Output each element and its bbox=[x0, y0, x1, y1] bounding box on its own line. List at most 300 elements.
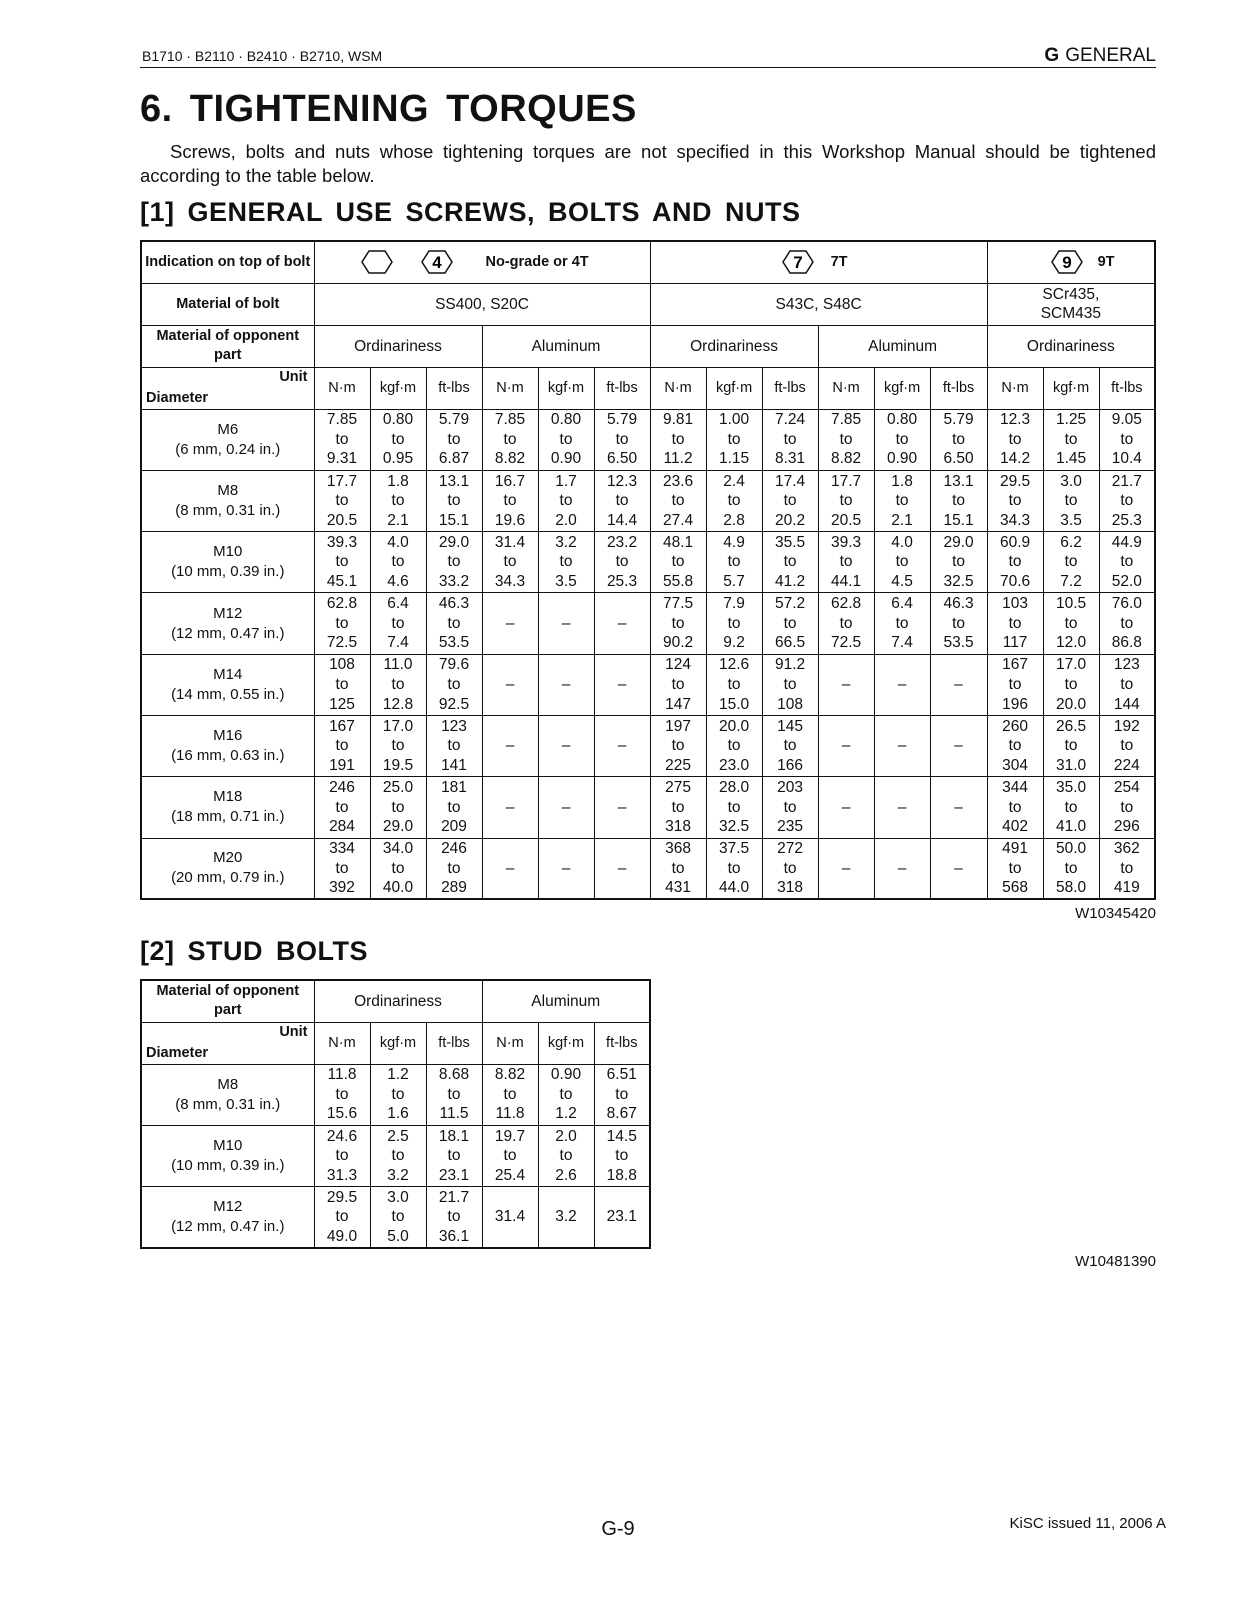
torque-min: 167 bbox=[1002, 656, 1029, 674]
torque-min: 6.51 bbox=[606, 1066, 637, 1084]
torque-cell bbox=[426, 593, 482, 654]
torque-cell bbox=[482, 715, 538, 776]
bolt-size: M12 bbox=[213, 604, 243, 622]
intro-paragraph: Screws, bolts and nuts whose tightening torques are not specified in this Workshop Manual should be tightened according to the table below. bbox=[140, 141, 1156, 186]
torque-min: 46.3 bbox=[438, 595, 470, 613]
table-row bbox=[141, 470, 1155, 531]
torque-cell bbox=[930, 654, 987, 715]
torque-cell bbox=[706, 715, 762, 776]
torque-cell bbox=[594, 593, 650, 654]
range-word: to bbox=[1008, 492, 1022, 510]
torque-max: 14.4 bbox=[606, 511, 638, 529]
torque-max: 33.2 bbox=[438, 573, 470, 591]
torque-min: 344 bbox=[1002, 779, 1029, 797]
torque-min: 1.00 bbox=[718, 411, 750, 429]
torque-cell bbox=[650, 654, 706, 715]
torque-max: 25.3 bbox=[1111, 511, 1142, 529]
torque-max: 4.5 bbox=[891, 573, 913, 591]
range-word: to bbox=[1120, 676, 1134, 694]
not-applicable: – bbox=[617, 676, 627, 694]
range-word: to bbox=[839, 614, 853, 632]
bolt-dimension: (16 mm, 0.63 in.) bbox=[171, 747, 285, 765]
torque-min: 1.8 bbox=[387, 472, 409, 490]
torque-min: 62.8 bbox=[326, 595, 358, 613]
torque-cell bbox=[818, 470, 874, 531]
torque-min: 12.3 bbox=[999, 411, 1031, 429]
torque-max: 1.6 bbox=[387, 1105, 409, 1123]
not-applicable: – bbox=[617, 798, 627, 816]
torque-max: 3.5 bbox=[1060, 511, 1082, 529]
torque-cell bbox=[1043, 532, 1099, 593]
torque-cell bbox=[987, 593, 1043, 654]
torque-min: 12.3 bbox=[606, 472, 638, 490]
torque-min: 103 bbox=[1002, 595, 1029, 613]
torque-value: 23.1 bbox=[606, 1208, 637, 1226]
torque-min: 275 bbox=[665, 779, 691, 797]
torque-max: 147 bbox=[665, 695, 691, 713]
stud-unit-label: Unit bbox=[279, 1023, 308, 1040]
torque-min: 1.7 bbox=[555, 472, 577, 490]
torque-cell bbox=[370, 654, 426, 715]
torque-min: 19.7 bbox=[494, 1127, 526, 1145]
torque-cell bbox=[1099, 838, 1155, 899]
torque-min: 17.4 bbox=[774, 472, 806, 490]
opponent-7t-ordinariness: Ordinariness bbox=[650, 325, 818, 367]
torque-min: 62.8 bbox=[830, 595, 862, 613]
range-word: to bbox=[952, 553, 966, 571]
range-word: to bbox=[391, 1208, 405, 1226]
torque-min: 91.2 bbox=[774, 656, 806, 674]
torque-max: 5.0 bbox=[387, 1227, 409, 1245]
torque-cell bbox=[538, 1064, 594, 1125]
torque-cell bbox=[874, 470, 930, 531]
diameter-cell bbox=[141, 654, 314, 715]
range-word: to bbox=[391, 430, 405, 448]
bolt-size: M6 bbox=[217, 420, 239, 438]
torque-max: 8.31 bbox=[774, 450, 806, 468]
torque-max: 12.0 bbox=[1055, 634, 1087, 652]
torque-cell bbox=[314, 1187, 370, 1248]
range-word: to bbox=[615, 492, 629, 510]
torque-max: 141 bbox=[441, 756, 467, 774]
torque-cell bbox=[930, 838, 987, 899]
range-word: to bbox=[335, 1208, 349, 1226]
bolt-size: M16 bbox=[213, 727, 243, 745]
unit-header-cell: ft-lbs bbox=[426, 367, 482, 409]
torque-max: 53.5 bbox=[943, 634, 974, 652]
torque-min: 29.0 bbox=[438, 533, 470, 551]
torque-max: 1.15 bbox=[718, 450, 750, 468]
torque-min: 7.85 bbox=[326, 411, 358, 429]
torque-min: 1.25 bbox=[1055, 411, 1087, 429]
header-divider bbox=[140, 67, 1156, 68]
torque-cell bbox=[930, 593, 987, 654]
opponent-label: Material of opponent part bbox=[141, 325, 314, 367]
torque-cell bbox=[874, 777, 930, 838]
torque-cell bbox=[762, 532, 818, 593]
unit-header-cell: kgf·m bbox=[538, 367, 594, 409]
not-applicable: – bbox=[505, 737, 515, 755]
torque-cell bbox=[1099, 470, 1155, 531]
range-word: to bbox=[727, 859, 741, 877]
unit-header-cell: N·m bbox=[314, 1022, 370, 1064]
torque-max: 31.3 bbox=[326, 1166, 358, 1184]
material-7t: S43C, S48C bbox=[650, 283, 987, 325]
torque-cell bbox=[1043, 470, 1099, 531]
range-word: to bbox=[1120, 859, 1134, 877]
range-word: to bbox=[503, 430, 517, 448]
torque-cell bbox=[1099, 593, 1155, 654]
torque-max: 196 bbox=[1002, 695, 1029, 713]
torque-cell bbox=[314, 777, 370, 838]
torque-cell bbox=[594, 654, 650, 715]
torque-min: 21.7 bbox=[438, 1188, 470, 1206]
range-word: to bbox=[447, 430, 461, 448]
torque-max: 1.45 bbox=[1055, 450, 1087, 468]
range-word: to bbox=[783, 553, 797, 571]
torque-min: 5.79 bbox=[438, 411, 470, 429]
torque-min: 23.6 bbox=[662, 472, 694, 490]
range-word: to bbox=[671, 798, 685, 816]
torque-min: 254 bbox=[1113, 779, 1140, 797]
torque-max: 2.8 bbox=[723, 511, 745, 529]
torque-max: 27.4 bbox=[662, 511, 694, 529]
grade-9t-cell bbox=[987, 241, 1155, 283]
torque-max: 431 bbox=[665, 879, 691, 897]
diameter-cell bbox=[141, 777, 314, 838]
torque-min: 4.0 bbox=[387, 533, 409, 551]
page-title: 6. TIGHTENING TORQUES bbox=[140, 88, 637, 130]
table-row bbox=[141, 1187, 650, 1248]
torque-min: 5.79 bbox=[606, 411, 638, 429]
torque-min: 167 bbox=[329, 717, 355, 735]
torque-cell bbox=[706, 532, 762, 593]
diameter-cell bbox=[141, 470, 314, 531]
bolt-size: M12 bbox=[213, 1197, 243, 1215]
torque-min: 334 bbox=[329, 840, 355, 858]
torque-max: 49.0 bbox=[326, 1227, 358, 1245]
range-word: to bbox=[671, 430, 685, 448]
range-word: to bbox=[952, 492, 966, 510]
hex-mark-9: 9 bbox=[1061, 253, 1072, 273]
torque-max: 18.8 bbox=[606, 1166, 637, 1184]
torque-max: 15.1 bbox=[943, 511, 974, 529]
torque-min: 6.2 bbox=[1060, 533, 1082, 551]
torque-min: 8.68 bbox=[438, 1066, 470, 1084]
range-word: to bbox=[727, 492, 741, 510]
torque-max: 25.3 bbox=[606, 573, 638, 591]
torque-cell bbox=[1099, 409, 1155, 470]
range-word: to bbox=[1008, 676, 1022, 694]
torque-max: 166 bbox=[777, 756, 803, 774]
range-word: to bbox=[1064, 430, 1078, 448]
table-row bbox=[141, 593, 1155, 654]
torque-max: 419 bbox=[1113, 879, 1140, 897]
torque-cell bbox=[987, 777, 1043, 838]
range-word: to bbox=[1064, 859, 1078, 877]
not-applicable: – bbox=[897, 859, 907, 877]
range-word: to bbox=[335, 1085, 349, 1103]
torque-cell bbox=[482, 777, 538, 838]
torque-max: 55.8 bbox=[662, 573, 694, 591]
range-word: to bbox=[503, 1085, 517, 1103]
range-word: to bbox=[895, 614, 909, 632]
torque-min: 7.85 bbox=[830, 411, 862, 429]
torque-max: 44.0 bbox=[718, 879, 750, 897]
unit-header-cell: kgf·m bbox=[874, 367, 930, 409]
torque-min: 7.85 bbox=[494, 411, 526, 429]
torque-cell bbox=[762, 409, 818, 470]
range-word: to bbox=[1120, 553, 1134, 571]
torque-cell bbox=[874, 654, 930, 715]
not-applicable: – bbox=[954, 676, 963, 694]
stud-opponent-aluminum: Aluminum bbox=[482, 980, 650, 1022]
torque-cell bbox=[538, 654, 594, 715]
torque-cell bbox=[818, 593, 874, 654]
range-word: to bbox=[1120, 430, 1134, 448]
torque-min: 5.79 bbox=[943, 411, 974, 429]
torque-cell bbox=[538, 532, 594, 593]
bolt-size: M8 bbox=[217, 1075, 239, 1093]
torque-cell bbox=[594, 1187, 650, 1248]
hex-mark-4: 4 bbox=[431, 253, 442, 273]
torque-cell bbox=[314, 470, 370, 531]
range-word: to bbox=[727, 676, 741, 694]
hexagon-7-icon bbox=[781, 249, 815, 275]
torque-min: 3.2 bbox=[555, 533, 577, 551]
diameter-label: Diameter bbox=[146, 389, 209, 406]
torque-cell bbox=[538, 470, 594, 531]
torque-cell bbox=[818, 777, 874, 838]
torque-min: 50.0 bbox=[1055, 840, 1087, 858]
torque-cell bbox=[482, 470, 538, 531]
not-applicable: – bbox=[617, 614, 627, 632]
torque-min: 2.5 bbox=[387, 1127, 409, 1145]
torque-max: 41.2 bbox=[774, 573, 806, 591]
diameter-cell bbox=[141, 715, 314, 776]
not-applicable: – bbox=[561, 737, 571, 755]
torque-min: 18.1 bbox=[438, 1127, 470, 1145]
torque-min: 0.90 bbox=[550, 1066, 582, 1084]
torque-min: 6.4 bbox=[891, 595, 913, 613]
torque-cell bbox=[482, 654, 538, 715]
torque-min: 29.5 bbox=[326, 1188, 358, 1206]
diameter-cell bbox=[141, 838, 314, 899]
torque-cell bbox=[426, 838, 482, 899]
range-word: to bbox=[783, 859, 797, 877]
torque-max: 32.5 bbox=[943, 573, 974, 591]
issue-note: KiSC issued 11, 2006 A bbox=[1009, 1515, 1166, 1532]
material-bolt-label: Material of bolt bbox=[141, 283, 314, 325]
stud-table-code: W10481390 bbox=[1075, 1253, 1156, 1270]
torque-cell bbox=[594, 409, 650, 470]
range-word: to bbox=[727, 798, 741, 816]
range-word: to bbox=[671, 553, 685, 571]
torque-cell bbox=[426, 1064, 482, 1125]
torque-max: 92.5 bbox=[438, 695, 470, 713]
unit-diameter-header bbox=[141, 367, 314, 409]
torque-cell bbox=[594, 777, 650, 838]
torque-cell bbox=[706, 777, 762, 838]
torque-cell bbox=[314, 409, 370, 470]
bolt-size: M10 bbox=[213, 543, 243, 561]
torque-min: 46.3 bbox=[943, 595, 974, 613]
torque-cell bbox=[426, 654, 482, 715]
range-word: to bbox=[391, 859, 405, 877]
unit-header-cell: ft-lbs bbox=[594, 367, 650, 409]
torque-min: 362 bbox=[1113, 840, 1140, 858]
unit-header-cell: kgf·m bbox=[706, 367, 762, 409]
range-word: to bbox=[952, 614, 966, 632]
torque-max: 4.6 bbox=[387, 573, 409, 591]
range-word: to bbox=[335, 553, 349, 571]
range-word: to bbox=[615, 430, 629, 448]
torque-max: 32.5 bbox=[718, 818, 750, 836]
bolt-dimension: (18 mm, 0.71 in.) bbox=[171, 808, 285, 826]
range-word: to bbox=[783, 737, 797, 755]
torque-cell bbox=[1099, 715, 1155, 776]
torque-min: 29.5 bbox=[999, 472, 1031, 490]
torque-cell bbox=[1043, 593, 1099, 654]
range-word: to bbox=[559, 492, 573, 510]
torque-max: 72.5 bbox=[830, 634, 862, 652]
range-word: to bbox=[335, 1147, 349, 1165]
torque-max: 2.1 bbox=[891, 511, 913, 529]
torque-min: 197 bbox=[665, 717, 691, 735]
torque-max: 318 bbox=[665, 818, 691, 836]
range-word: to bbox=[783, 676, 797, 694]
torque-max: 29.0 bbox=[382, 818, 414, 836]
range-word: to bbox=[503, 553, 517, 571]
torque-max: 52.0 bbox=[1111, 573, 1142, 591]
torque-cell bbox=[370, 715, 426, 776]
torque-max: 9.31 bbox=[326, 450, 358, 468]
torque-min: 25.0 bbox=[382, 779, 414, 797]
torque-cell bbox=[650, 470, 706, 531]
manual-model-header: B1710 · B2110 · B2410 · B2710, WSM bbox=[142, 48, 383, 64]
torque-cell bbox=[1043, 777, 1099, 838]
hex-mark-7: 7 bbox=[792, 253, 803, 273]
grade-7t-label: 7T bbox=[830, 254, 848, 271]
torque-min: 9.81 bbox=[662, 411, 694, 429]
opponent-7t-aluminum: Aluminum bbox=[818, 325, 987, 367]
torque-max: 2.1 bbox=[387, 511, 409, 529]
table-row bbox=[141, 838, 1155, 899]
torque-max: 117 bbox=[1002, 634, 1028, 652]
range-word: to bbox=[559, 430, 573, 448]
range-word: to bbox=[1008, 614, 1022, 632]
torque-min: 0.80 bbox=[382, 411, 414, 429]
not-applicable: – bbox=[561, 798, 571, 816]
torque-min: 0.80 bbox=[886, 411, 918, 429]
table-row bbox=[141, 1064, 650, 1125]
unit-header-cell: N·m bbox=[650, 367, 706, 409]
torque-max: 568 bbox=[1002, 879, 1029, 897]
torque-max: 20.5 bbox=[326, 511, 358, 529]
range-word: to bbox=[671, 492, 685, 510]
bolt-dimension: (8 mm, 0.31 in.) bbox=[175, 1095, 281, 1113]
torque-min: 6.4 bbox=[387, 595, 409, 613]
general-torque-table bbox=[140, 240, 1156, 900]
range-word: to bbox=[391, 614, 405, 632]
torque-min: 35.5 bbox=[774, 533, 806, 551]
torque-min: 246 bbox=[329, 779, 355, 797]
torque-cell bbox=[370, 1187, 426, 1248]
torque-max: 2.6 bbox=[555, 1166, 577, 1184]
material-4t: SS400, S20C bbox=[314, 283, 650, 325]
torque-max: 90.2 bbox=[662, 634, 694, 652]
torque-min: 12.6 bbox=[718, 656, 750, 674]
torque-max: 318 bbox=[777, 879, 803, 897]
unit-header-cell: N·m bbox=[482, 367, 538, 409]
torque-max: 289 bbox=[441, 879, 467, 897]
not-applicable: – bbox=[505, 676, 515, 694]
range-word: to bbox=[671, 614, 685, 632]
torque-min: 13.1 bbox=[438, 472, 470, 490]
not-applicable: – bbox=[954, 859, 963, 877]
torque-max: 40.0 bbox=[382, 879, 414, 897]
range-word: to bbox=[783, 492, 797, 510]
torque-min: 21.7 bbox=[1111, 472, 1142, 490]
torque-max: 7.4 bbox=[387, 634, 409, 652]
torque-max: 392 bbox=[329, 879, 355, 897]
torque-min: 145 bbox=[777, 717, 803, 735]
torque-cell bbox=[538, 593, 594, 654]
torque-cell bbox=[426, 777, 482, 838]
torque-cell bbox=[538, 715, 594, 776]
range-word: to bbox=[839, 553, 853, 571]
page-number: G-9 bbox=[601, 1518, 635, 1540]
torque-min: 1.2 bbox=[387, 1066, 409, 1084]
range-word: to bbox=[1008, 430, 1022, 448]
diameter-cell bbox=[141, 532, 314, 593]
torque-cell bbox=[314, 1064, 370, 1125]
bolt-dimension: (8 mm, 0.31 in.) bbox=[175, 501, 281, 519]
general-bolts-title: [1] GENERAL USE SCREWS, BOLTS AND NUTS bbox=[140, 197, 801, 227]
torque-min: 2.0 bbox=[555, 1127, 577, 1145]
torque-cell bbox=[1043, 715, 1099, 776]
torque-cell bbox=[987, 654, 1043, 715]
torque-max: 20.2 bbox=[774, 511, 806, 529]
range-word: to bbox=[447, 492, 461, 510]
torque-max: 12.8 bbox=[382, 695, 414, 713]
range-word: to bbox=[391, 492, 405, 510]
torque-max: 0.90 bbox=[886, 450, 918, 468]
torque-min: 203 bbox=[777, 779, 803, 797]
torque-max: 23.0 bbox=[718, 756, 750, 774]
torque-min: 272 bbox=[777, 840, 803, 858]
torque-cell bbox=[650, 409, 706, 470]
range-word: to bbox=[1064, 737, 1078, 755]
torque-min: 1.8 bbox=[891, 472, 913, 490]
stud-unit-diameter-header bbox=[141, 1022, 314, 1064]
torque-max: 34.3 bbox=[494, 573, 526, 591]
torque-min: 4.9 bbox=[723, 533, 745, 551]
range-word: to bbox=[783, 614, 797, 632]
torque-max: 25.4 bbox=[494, 1166, 526, 1184]
torque-cell bbox=[930, 777, 987, 838]
unit-header-cell: ft-lbs bbox=[762, 367, 818, 409]
diameter-cell bbox=[141, 409, 314, 470]
torque-cell bbox=[426, 532, 482, 593]
table-row bbox=[141, 409, 1155, 470]
torque-min: 60.9 bbox=[999, 533, 1031, 551]
torque-min: 260 bbox=[1002, 717, 1029, 735]
torque-max: 1.2 bbox=[555, 1105, 577, 1123]
torque-cell bbox=[594, 838, 650, 899]
torque-max: 3.2 bbox=[387, 1166, 409, 1184]
torque-min: 29.0 bbox=[943, 533, 974, 551]
